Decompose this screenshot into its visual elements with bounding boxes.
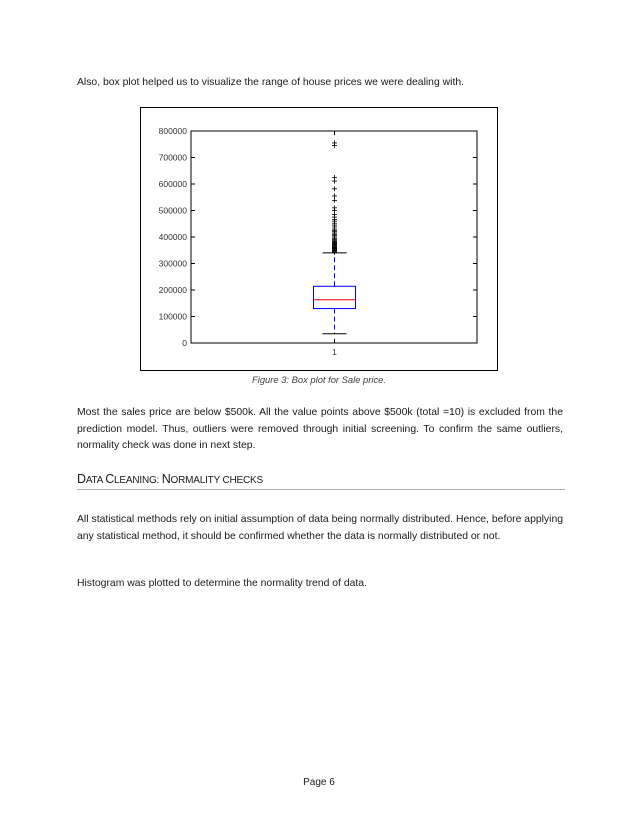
- outliers-paragraph: Most the sales price are below $500k. All the value points above $500k (total =10) is excluded from the prediction model. Thus, outliers were removed through initial screening. To confirm the same outliers, normality check was done in next step.: [77, 407, 563, 451]
- outlier-point: [332, 186, 337, 191]
- y-tick-label: 800000: [158, 126, 187, 136]
- histogram-paragraph: Histogram was plotted to determine the normality trend of data.: [77, 578, 367, 589]
- figure-box-plot: [140, 107, 498, 371]
- y-tick-label: 100000: [158, 311, 187, 322]
- outlier-point: [332, 140, 337, 145]
- x-tick-label: 1: [332, 347, 337, 357]
- y-tick-label: 500000: [158, 205, 187, 216]
- y-tick-label: 700000: [158, 152, 187, 163]
- y-tick-label: 400000: [158, 232, 187, 242]
- outlier-point: [332, 205, 337, 210]
- outlier-point: [332, 198, 337, 203]
- y-tick-label: 200000: [158, 285, 187, 295]
- outlier-point: [332, 175, 337, 180]
- box-plot-chart: [141, 108, 497, 370]
- intro-paragraph: Also, box plot helped us to visualize the range of house prices we were dealing with.: [77, 77, 464, 88]
- normality-paragraph: All statistical methods rely on initial assumption of data being normally distributed. Hence, before applying any statistical method, it should be confirmed whether the data is normally distributed or not.: [77, 514, 563, 542]
- y-tick-label: 600000: [158, 179, 187, 189]
- outlier-point: [332, 193, 337, 198]
- section-heading: DATA CLEANING: NORMALITY CHECKS: [77, 472, 565, 490]
- page-number: Page 6: [303, 777, 335, 788]
- y-tick-label: 0: [182, 338, 187, 348]
- figure-caption: Figure 3: Box plot for Sale price.: [252, 374, 386, 385]
- iqr-box: [314, 286, 356, 308]
- y-tick-label: 300000: [158, 258, 187, 269]
